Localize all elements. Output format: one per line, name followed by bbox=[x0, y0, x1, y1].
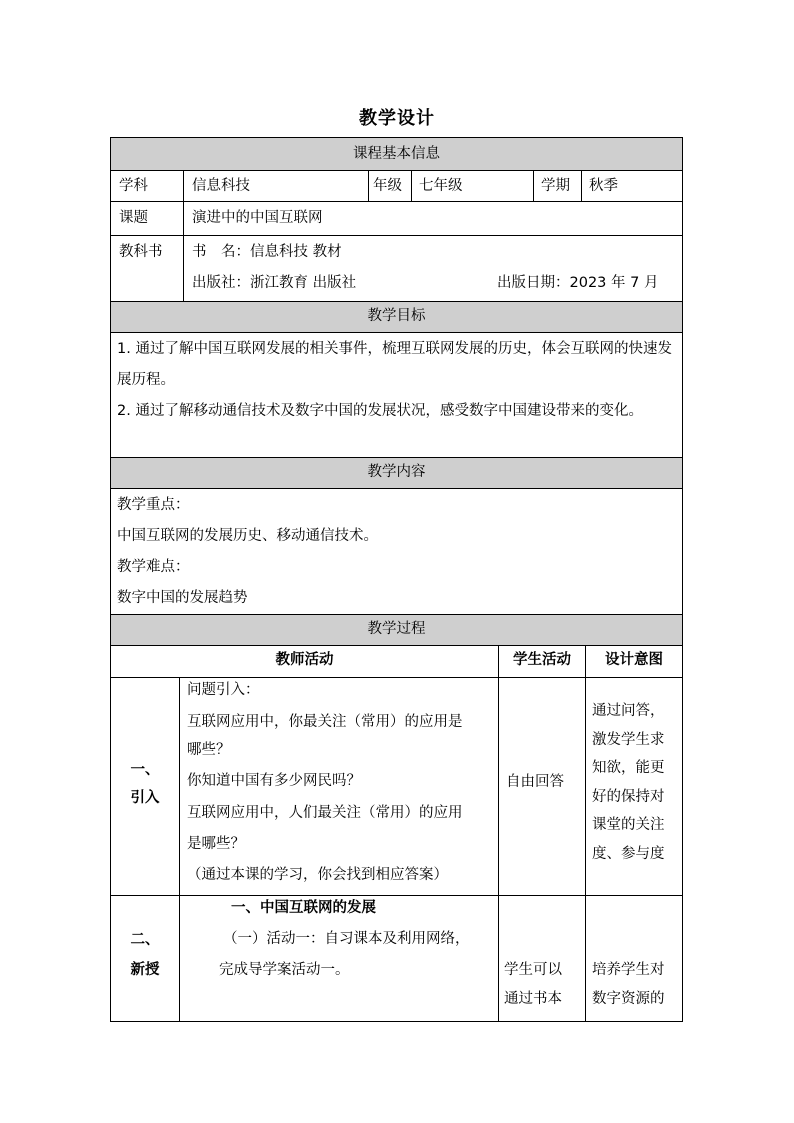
stage-1-number: 一、 bbox=[130, 762, 160, 778]
topic-label: 课题 bbox=[119, 210, 148, 226]
objective-2: 2. 通过了解移动通信技术及数字中国的发展状况，感受数字中国建设带来的变化。 bbox=[117, 403, 643, 419]
section-title-basic-info: 课程基本信息 bbox=[353, 146, 440, 162]
rule bbox=[581, 170, 582, 201]
stage-1-teacher-line: 互联网应用中，人们最关注（常用）的应用 bbox=[187, 805, 463, 821]
textbook-publisher: 出版社：浙江教育 出版社 bbox=[192, 275, 357, 291]
stage-1-teacher-line: 问题引入： bbox=[187, 682, 260, 698]
rule bbox=[411, 170, 412, 201]
rule bbox=[111, 488, 682, 489]
stage-1-intent-line: 课堂的关注 bbox=[592, 817, 665, 833]
rule bbox=[498, 645, 499, 1021]
stage-1-teacher-line: 是哪些？ bbox=[187, 836, 245, 852]
section-title-content: 教学内容 bbox=[367, 464, 426, 480]
rule bbox=[111, 332, 682, 333]
rule bbox=[183, 170, 184, 301]
rule bbox=[179, 677, 180, 1021]
rule bbox=[111, 201, 682, 202]
rule bbox=[111, 235, 682, 236]
stage-2-intent-line: 数字资源的 bbox=[592, 991, 665, 1007]
header-student-activity: 学生活动 bbox=[513, 652, 571, 668]
content-difficulty-label: 教学难点： bbox=[117, 559, 190, 575]
rule bbox=[585, 645, 586, 1021]
stage-1-teacher-line: 哪些？ bbox=[187, 742, 231, 758]
subject-label: 学科 bbox=[119, 178, 148, 194]
lesson-plan-table bbox=[110, 137, 683, 1022]
stage-2-name: 新授 bbox=[130, 962, 160, 978]
stage-1-intent-line: 好的保持对 bbox=[592, 789, 665, 805]
rule bbox=[111, 170, 682, 171]
rule bbox=[111, 301, 682, 302]
content-key-points: 中国互联网的发展历史、移动通信技术。 bbox=[117, 528, 378, 544]
stage-1-teacher-line: 你知道中国有多少网民吗？ bbox=[187, 773, 361, 789]
subject-value: 信息科技 bbox=[192, 178, 250, 194]
rule bbox=[533, 170, 534, 201]
page-title: 教学设计 bbox=[359, 108, 435, 129]
stage-1-teacher-line: 互联网应用中，你最关注（常用）的应用是 bbox=[187, 714, 463, 730]
objective-1: 1. 通过了解中国互联网发展的相关事件，梳理互联网发展的历史，体会互联网的快速发展历程。 bbox=[117, 341, 672, 388]
section-title-objectives: 教学目标 bbox=[367, 308, 426, 324]
stage-1-intent-line: 通过问答， bbox=[592, 703, 665, 719]
header-teacher-activity: 教师活动 bbox=[275, 652, 334, 668]
term-value: 秋季 bbox=[589, 178, 618, 194]
stage-2-intent-line: 培养学生对 bbox=[592, 962, 665, 978]
rule bbox=[111, 614, 682, 615]
stage-1-name: 引入 bbox=[130, 790, 160, 806]
header-design-intent: 设计意图 bbox=[605, 652, 663, 668]
section-title-process: 教学过程 bbox=[367, 621, 426, 637]
rule bbox=[111, 677, 682, 678]
stage-2-number: 二、 bbox=[130, 932, 160, 948]
term-label: 学期 bbox=[541, 178, 570, 194]
textbook-pub-date: 出版日期：2023 年 7 月 bbox=[497, 275, 659, 291]
topic-value: 演进中的中国互联网 bbox=[192, 210, 323, 226]
stage-2-teacher-heading: 一、中国互联网的发展 bbox=[231, 900, 376, 916]
content-key-label: 教学重点： bbox=[117, 497, 190, 513]
grade-value: 七年级 bbox=[419, 178, 463, 194]
stage-1-intent-line: 知欲，能更 bbox=[592, 760, 665, 776]
stage-2-teacher-line: （一）活动一：自习课本及利用网络， bbox=[223, 931, 470, 947]
stage-2-student-line: 学生可以 bbox=[504, 962, 562, 978]
rule bbox=[111, 895, 682, 896]
stage-2-student-line: 通过书本 bbox=[504, 991, 562, 1007]
grade-label: 年级 bbox=[373, 178, 402, 194]
rule bbox=[111, 457, 682, 458]
content-difficulty: 数字中国的发展趋势 bbox=[117, 590, 248, 606]
rule bbox=[111, 645, 682, 646]
textbook-name: 书 名：信息科技 教材 bbox=[192, 244, 342, 260]
textbook-label: 教科书 bbox=[119, 244, 163, 260]
stage-1-intent-line: 激发学生求 bbox=[592, 732, 665, 748]
stage-2-teacher-line: 完成导学案活动一。 bbox=[219, 962, 350, 978]
rule bbox=[368, 170, 369, 201]
stage-1-intent-line: 度、参与度 bbox=[592, 846, 665, 862]
stage-1-teacher-line: （通过本课的学习，你会找到相应答案） bbox=[187, 867, 448, 883]
stage-1-student-activity: 自由回答 bbox=[506, 774, 564, 790]
